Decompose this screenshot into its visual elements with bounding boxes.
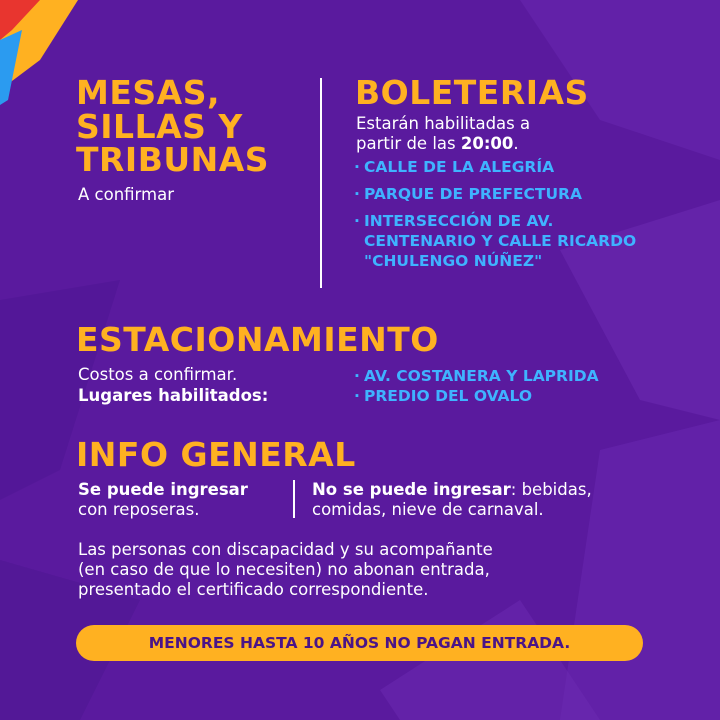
children-free-banner: MENORES HASTA 10 AÑOS NO PAGAN ENTRADA.: [76, 625, 643, 661]
divider-vertical: [320, 78, 322, 288]
estacionamiento-places-label: Lugares habilitados:: [78, 386, 269, 405]
info-allowed: [78, 480, 248, 520]
info-title: INFO GENERAL: [76, 435, 356, 474]
info-not-allowed: [312, 480, 592, 520]
intro-suffix: .: [513, 134, 519, 153]
info-divider: [293, 480, 295, 518]
mesas-title-line: MESAS,: [76, 73, 220, 112]
info-disability: [78, 540, 493, 600]
mesas-title: [76, 73, 270, 180]
intro-time: 20:00: [460, 134, 514, 153]
boleterias-title: BOLETERIAS: [355, 73, 589, 112]
boleterias-intro-line: [356, 134, 530, 154]
boleterias-intro: [356, 114, 530, 154]
place-item: · AV. COSTANERA Y LAPRIDA: [354, 366, 674, 386]
not-allowed-rest1: : bebidas,: [510, 480, 592, 499]
disability-line: presentado el certificado correspondiente.: [78, 580, 429, 599]
location-item: · CALLE DE LA ALEGRÍA: [354, 157, 664, 177]
estacionamiento-costs: Costos a confirmar.: [78, 365, 238, 384]
not-allowed-bold: No se puede ingresar: [312, 480, 511, 499]
disability-line: Las personas con discapacidad y su acompañante: [78, 540, 493, 559]
intro-prefix: partir de las: [356, 134, 461, 153]
not-allowed-line1: [312, 480, 592, 500]
location-item: · INTERSECCIÓN DE AV. CENTENARIO Y CALLE RICARDO "CHULENGO NÚÑEZ": [354, 211, 654, 271]
disability-line: (en caso de que lo necesiten) no abonan entrada,: [78, 560, 490, 579]
not-allowed-rest2: comidas, nieve de carnaval.: [312, 500, 544, 519]
boleterias-locations: [354, 157, 664, 271]
location-item: · PARQUE DE PREFECTURA: [354, 184, 664, 204]
place-item: · PREDIO DEL OVALO: [354, 386, 674, 406]
allowed-rest: con reposeras.: [78, 500, 200, 519]
boleterias-intro-line: Estarán habilitadas a: [356, 114, 531, 133]
mesas-subtitle: A confirmar: [78, 185, 175, 204]
mesas-title-line: SILLAS Y: [76, 106, 243, 146]
estacionamiento-title: ESTACIONAMIENTO: [76, 320, 439, 359]
mesas-title-line: TRIBUNAS: [76, 140, 270, 180]
allowed-bold: Se puede ingresar: [78, 480, 248, 499]
estacionamiento-places: [354, 366, 674, 406]
